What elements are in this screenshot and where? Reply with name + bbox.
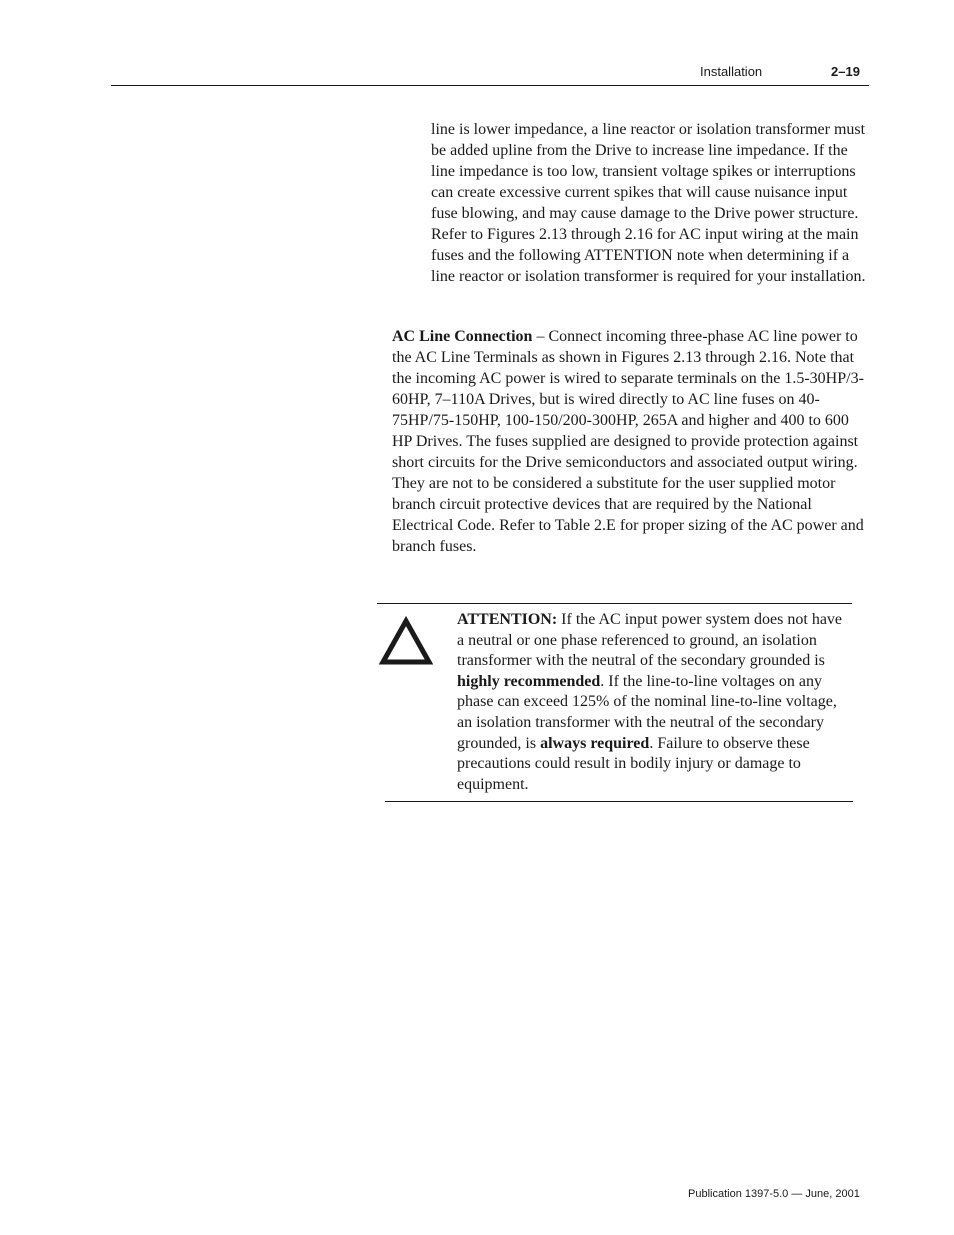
- attention-text: [457, 610, 849, 795]
- attention-text-part2: . If the line-to-line voltages on any phase can exceed 125% of the nominal line-to-line voltage, an isolation transformer with the neutral of the secondary grounded, is: [457, 672, 837, 752]
- header-page-number: 2–19: [831, 64, 860, 79]
- publication-footer: Publication 1397-5.0 — June, 2001: [688, 1188, 860, 1200]
- impedance-paragraph: line is lower impedance, a line reactor or isolation transformer must be added upline from the Drive to increase line impedance. If the line impedance is too low, transient voltage spikes or interruptions can create excessive current spikes that will cause nuisance input fuse blowing, and may cause damage to the Drive power structure. Refer to Figures 2.13 through 2.16 for AC input wiring at the main fuses and the following ATTENTION note when determining if a line reactor or isolation transformer is required for your installation.: [431, 121, 866, 285]
- ac-line-connection-paragraph: [392, 326, 870, 557]
- ac-line-connection-heading: AC Line Connection: [392, 328, 533, 345]
- attention-emphasis-always-required: always required: [540, 734, 650, 752]
- attention-notice: [377, 603, 852, 803]
- attention-emphasis-highly-recommended: highly recommended: [457, 672, 601, 690]
- attention-text-part1: If the AC input power system does not have a neutral or one phase referenced to ground, an isolation transformer with the neutral of the secondary grounded is: [457, 611, 843, 670]
- attention-label: ATTENTION:: [457, 611, 558, 628]
- ac-line-connection-dash: –: [532, 328, 549, 345]
- header-section-title: Installation: [700, 64, 763, 79]
- attention-text-part3: . Failure to observe these precautions could result in bodily injury or damage to equipment.: [457, 734, 810, 793]
- header-divider: [111, 85, 869, 86]
- ac-line-connection-body: Connect incoming three-phase AC line power to the AC Line Terminals as shown in Figures 2.13 through 2.16. Note that the incoming AC power is wired to separate terminals on the 1.5-30HP/3-60HP, 7–110A Drives, but is wired directly to AC line fuses on 40-75HP/75-150HP, 100-150/200-300HP, 265A and higher and 400 to 600 HP Drives. The fuses supplied are designed to provide protection against short circuits for the Drive semiconductors and associated output wiring. They are not to be considered a substitute for the user supplied motor branch circuit protective devices that are required by the National Electrical Code. Refer to Table 2.E for proper sizing of the AC power and branch fuses.: [392, 328, 864, 555]
- attention-bottom-divider: [385, 801, 853, 802]
- warning-triangle-icon: [379, 616, 433, 666]
